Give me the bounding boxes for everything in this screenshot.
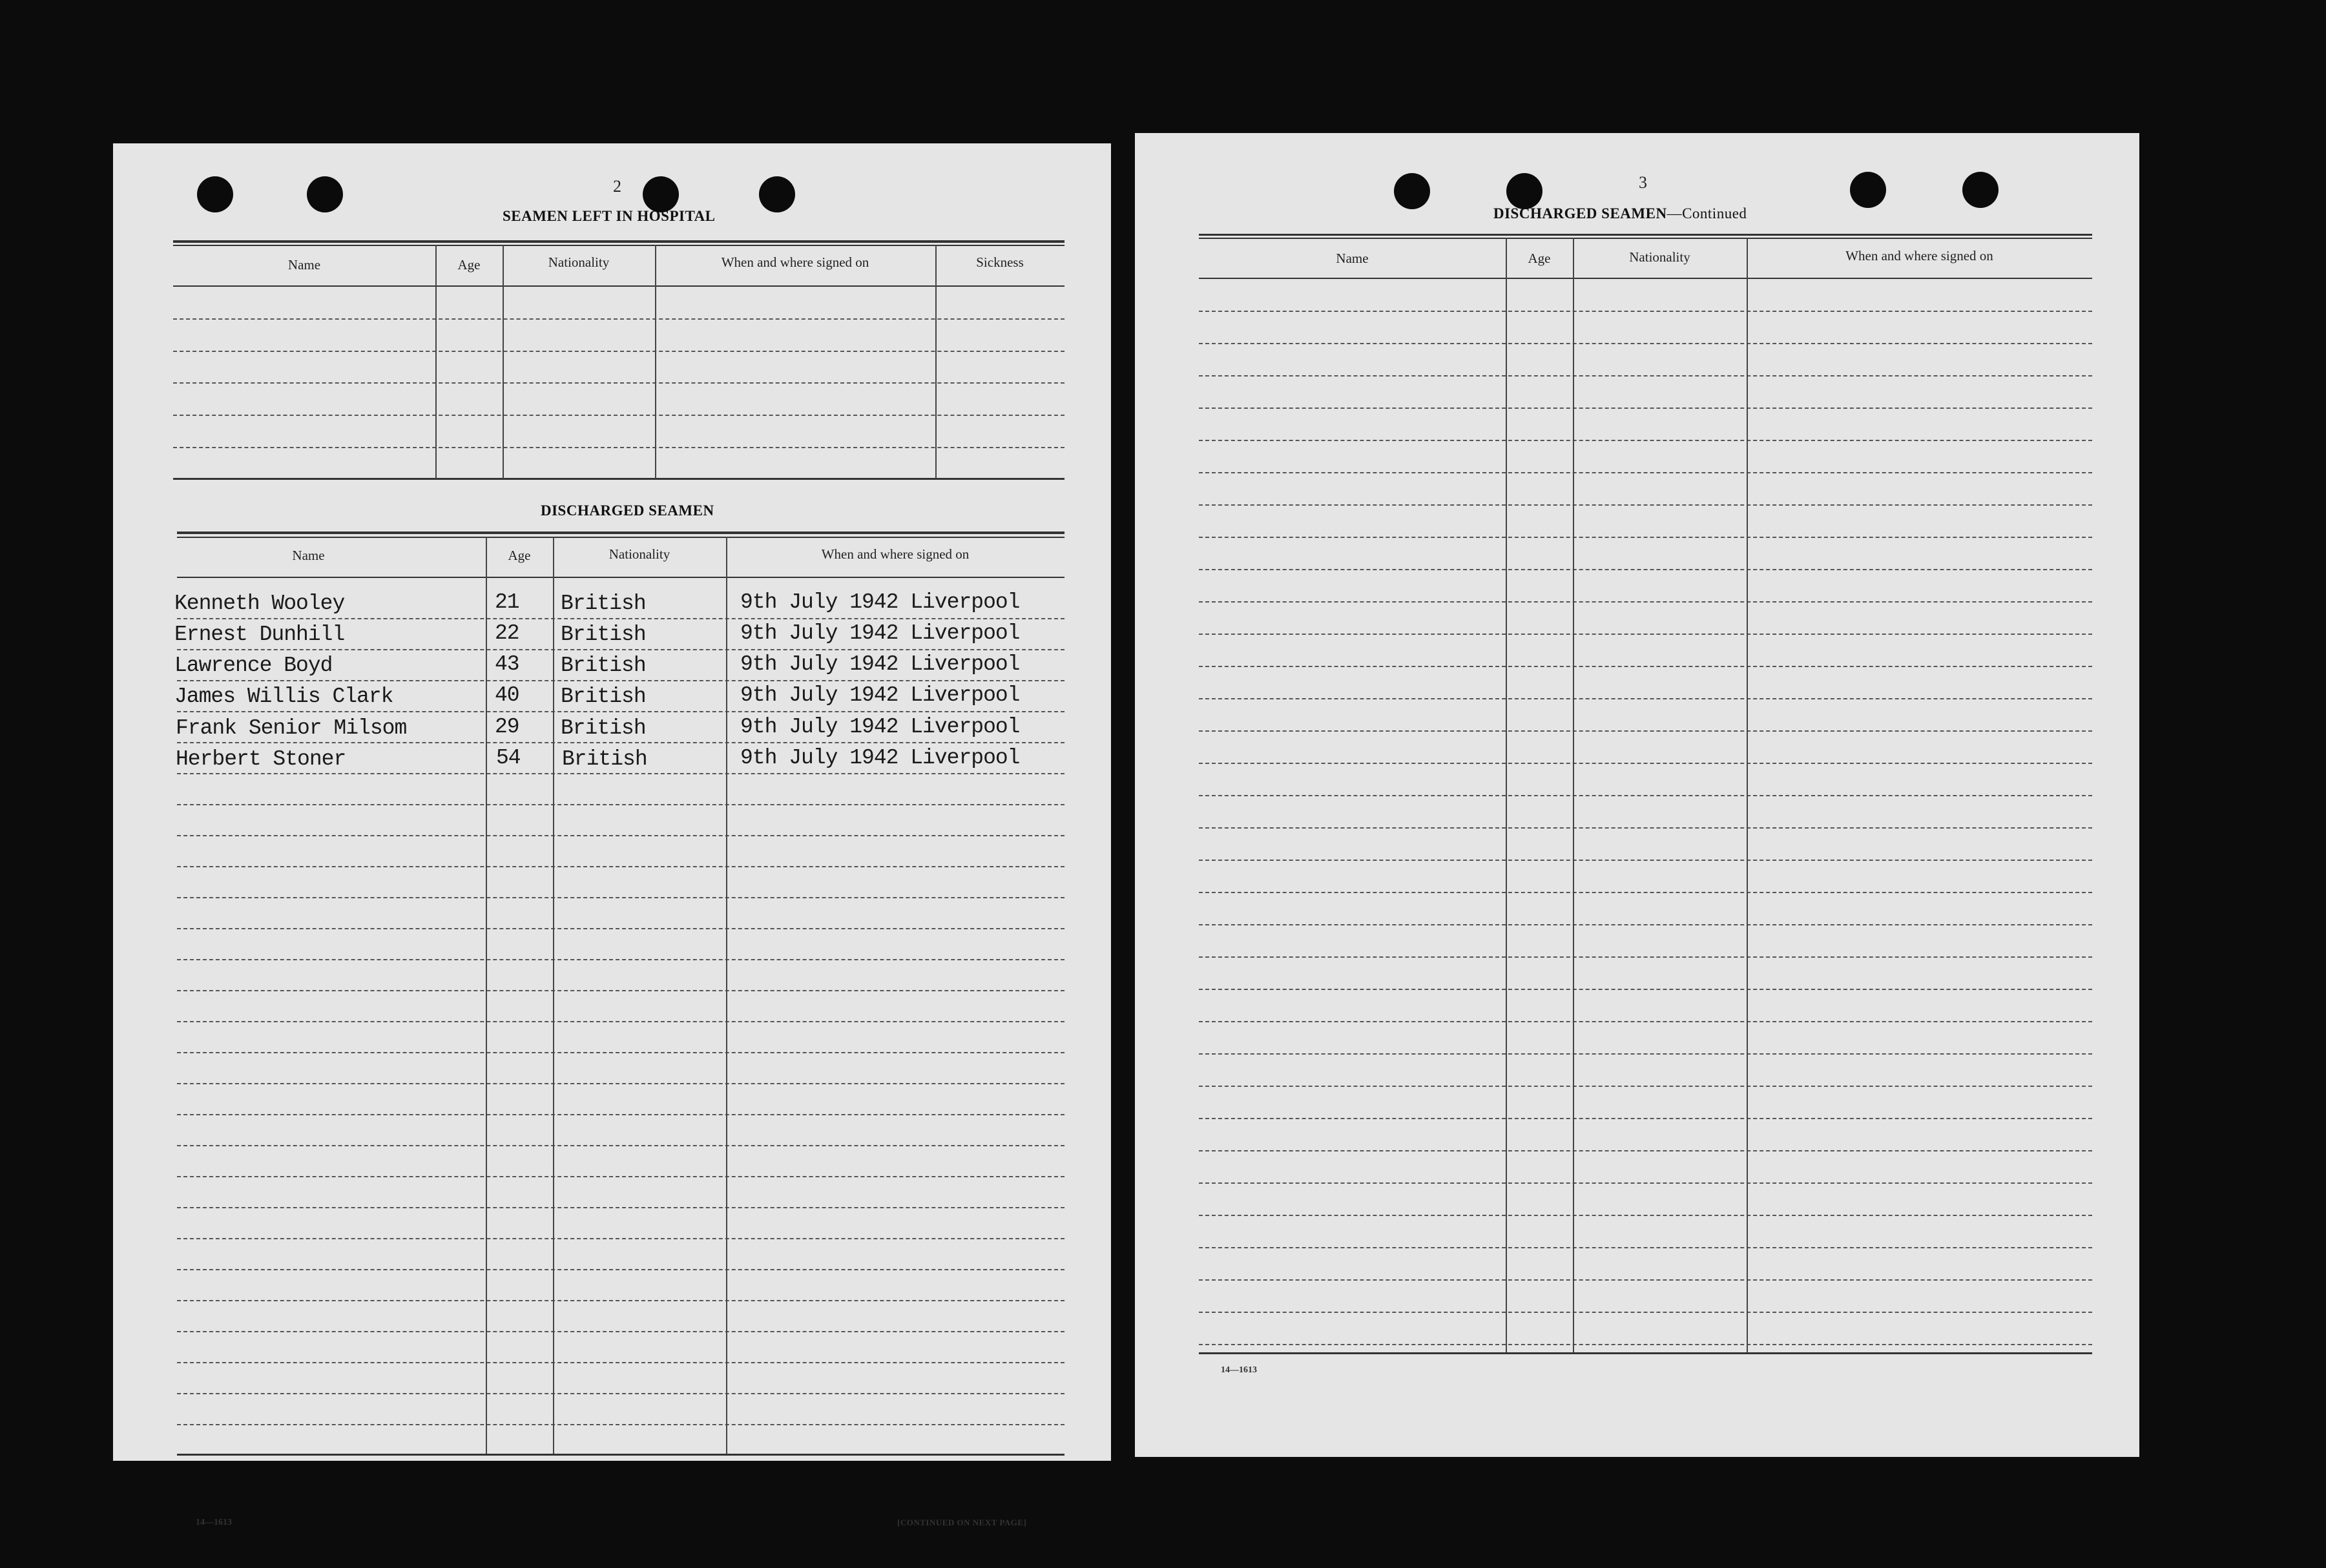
seaman-name: Kenneth Wooley <box>174 592 345 615</box>
col-header-name: Name <box>287 257 321 273</box>
seaman-name: Lawrence Boyd <box>174 654 333 677</box>
seaman-age: 40 <box>495 683 519 707</box>
punch-hole <box>307 176 343 212</box>
form-number: 14—1613 <box>1221 1365 1257 1375</box>
seaman-nationality: British <box>561 685 646 708</box>
seaman-age: 54 <box>496 746 521 770</box>
punch-hole <box>1506 173 1542 209</box>
left-page <box>113 143 1111 1527</box>
seaman-nationality: British <box>561 623 646 646</box>
seaman-name: Herbert Stoner <box>176 747 346 771</box>
section-title-suffix: —Continued <box>1667 205 1747 222</box>
col-header-nationality: Nationality <box>548 254 610 270</box>
punch-hole <box>1962 172 1999 208</box>
col-header-age: Age <box>1528 251 1551 266</box>
punch-hole <box>197 176 233 212</box>
seaman-nationality: British <box>562 747 647 771</box>
col-header-signed-on: When and where signed on <box>1845 248 1993 263</box>
seaman-name: Frank Senior Milsom <box>176 716 407 740</box>
col-header-sickness: Sickness <box>976 254 1024 270</box>
section-title <box>1493 205 1747 222</box>
seaman-age: 29 <box>495 715 519 739</box>
page-number: 3 <box>1639 173 1647 192</box>
seaman-nationality: British <box>561 592 646 615</box>
seaman-signed-on: 9th July 1942 Liverpool <box>740 683 1020 707</box>
seaman-age: 21 <box>495 590 519 614</box>
col-header-nationality: Nationality <box>608 546 670 562</box>
discharged-section-title: DISCHARGED SEAMEN <box>541 502 714 519</box>
col-header-age: Age <box>508 548 531 563</box>
seaman-name: Ernest Dunhill <box>174 623 345 646</box>
punch-hole <box>759 176 795 212</box>
punch-hole <box>1394 173 1430 209</box>
section-title-main: DISCHARGED SEAMEN <box>1493 205 1667 222</box>
punch-hole <box>1850 172 1886 208</box>
hospital-section-title: SEAMEN LEFT IN HOSPITAL <box>503 208 716 224</box>
right-page <box>1135 133 2139 1457</box>
seaman-signed-on: 9th July 1942 Liverpool <box>740 621 1020 645</box>
seaman-signed-on: 9th July 1942 Liverpool <box>740 746 1020 770</box>
punch-hole <box>643 176 679 212</box>
continued-note: [CONTINUED ON NEXT PAGE] <box>897 1518 1027 1527</box>
seaman-age: 22 <box>495 621 519 645</box>
seaman-nationality: British <box>561 716 646 740</box>
seaman-signed-on: 9th July 1942 Liverpool <box>740 715 1020 739</box>
seaman-nationality: British <box>561 654 646 677</box>
seaman-signed-on: 9th July 1942 Liverpool <box>740 652 1020 676</box>
col-header-signed-on: When and where signed on <box>721 254 869 270</box>
form-number: 14—1613 <box>196 1518 232 1527</box>
page-number: 2 <box>613 177 621 196</box>
col-header-name: Name <box>1336 251 1369 266</box>
seaman-age: 43 <box>495 652 519 676</box>
seaman-name: James Willis Clark <box>174 685 393 708</box>
col-header-signed-on: When and where signed on <box>821 546 970 562</box>
col-header-name: Name <box>292 548 325 563</box>
seaman-signed-on: 9th July 1942 Liverpool <box>740 590 1020 614</box>
col-header-nationality: Nationality <box>1629 249 1690 265</box>
col-header-age: Age <box>457 257 481 273</box>
